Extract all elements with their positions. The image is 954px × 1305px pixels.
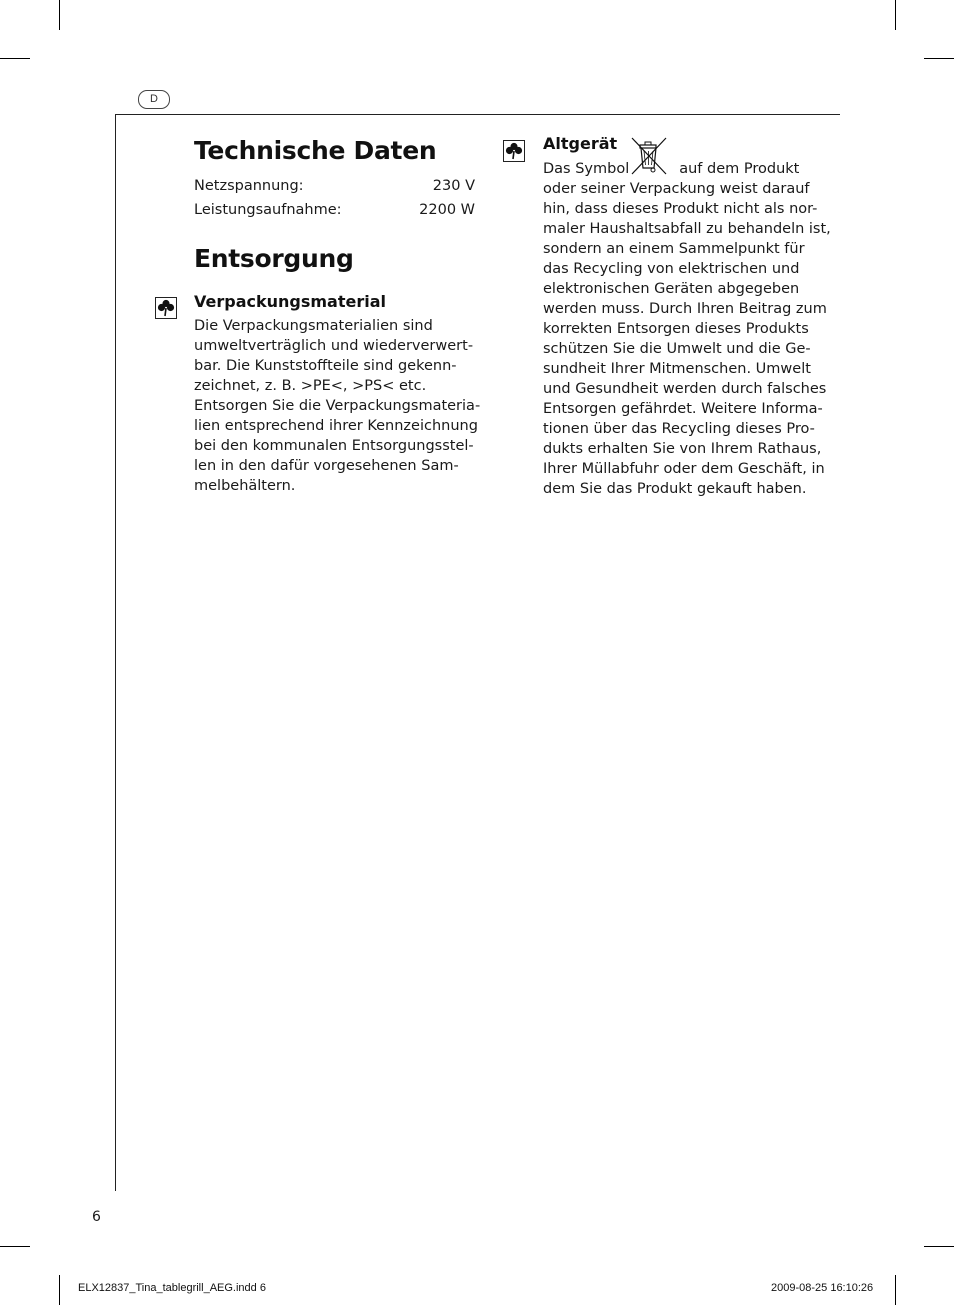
text-line: len in den dafür vorgesehenen Sam- — [194, 458, 459, 474]
section-title-entsorgung: Entsorgung — [194, 244, 354, 273]
text-line: korrekten Entsorgen dieses Produkts — [543, 321, 809, 337]
spec-value: 230 V — [432, 178, 475, 194]
spec-label: Leistungsaufnahme: — [194, 202, 342, 218]
crop-mark — [59, 1275, 60, 1305]
subheading-altgeraet: Altgerät — [543, 134, 618, 153]
text-line: lien entsprechend ihrer Kennzeichnung — [194, 418, 478, 434]
shamrock-icon — [155, 297, 177, 319]
text-line: bar. Die Kunststoffteile sind gekenn- — [194, 358, 457, 374]
text-line: dukts erhalten Sie von Ihrem Rathaus, — [543, 441, 822, 457]
text-line: Ihrer Müllabfuhr oder dem Geschäft, in — [543, 461, 825, 477]
crop-mark — [924, 1246, 954, 1247]
text-line: Entsorgen Sie die Verpackungsmateria- — [194, 398, 481, 414]
text-line: umweltverträglich und wiederverwert- — [194, 338, 474, 354]
text-fragment: Das Symbol — [543, 161, 630, 177]
spec-row — [194, 176, 475, 200]
text-line: tionen über das Recycling dieses Pro- — [543, 421, 815, 437]
crop-mark — [0, 58, 30, 59]
crop-mark — [895, 0, 896, 30]
text-line: zeichnet, z. B. >PE<, >PS< etc. — [194, 378, 427, 394]
spec-label: Netzspannung: — [194, 178, 304, 194]
page-number: 6 — [92, 1209, 101, 1225]
text-line: das Recycling von elektrischen und — [543, 261, 800, 277]
text-line: werden muss. Durch Ihren Beitrag zum — [543, 301, 827, 317]
crop-mark — [924, 58, 954, 59]
text-fragment: auf dem Produkt — [679, 161, 800, 177]
paragraph-verpackung — [194, 316, 480, 496]
text-line: maler Haushaltsabfall zu behandeln ist, — [543, 221, 831, 237]
text-line: und Gesundheit werden durch falsches — [543, 381, 827, 397]
margin-rule — [115, 114, 116, 1191]
slug-timestamp: 2009-08-25 16:10:26 — [771, 1282, 874, 1294]
language-badge: D — [138, 90, 170, 109]
header-rule — [115, 114, 840, 115]
text-line: elektronischen Geräten abgegeben — [543, 281, 800, 297]
crop-mark — [59, 0, 60, 30]
text-line: Die Verpackungsmaterialien sind — [194, 318, 433, 334]
text-line: bei den kommunalen Entsorgungsstel- — [194, 438, 474, 454]
crop-mark — [0, 1246, 30, 1247]
text-line: schützen Sie die Umwelt und die Ge- — [543, 341, 811, 357]
text-line — [543, 159, 831, 179]
shamrock-icon — [503, 140, 525, 162]
paragraph-altgeraet — [543, 159, 831, 499]
text-line: sondern an einem Sammelpunkt für — [543, 241, 805, 257]
text-line: hin, dass dieses Produkt nicht als nor- — [543, 201, 818, 217]
text-line: melbehältern. — [194, 478, 296, 494]
text-line: oder seiner Verpackung weist darauf — [543, 181, 810, 197]
text-line: dem Sie das Produkt gekauft haben. — [543, 481, 807, 497]
section-title-technische-daten: Technische Daten — [194, 136, 437, 165]
spec-row — [194, 200, 475, 224]
slug-filename: ELX12837_Tina_tablegrill_AEG.indd 6 — [78, 1282, 266, 1294]
spec-value: 2200 W — [419, 202, 475, 218]
text-line: Entsorgen gefährdet. Weitere Informa- — [543, 401, 823, 417]
subheading-verpackungsmaterial: Verpackungsmaterial — [194, 292, 387, 311]
text-line: sundheit Ihrer Mitmenschen. Umwelt — [543, 361, 811, 377]
spec-table — [194, 176, 475, 224]
crop-mark — [895, 1275, 896, 1305]
